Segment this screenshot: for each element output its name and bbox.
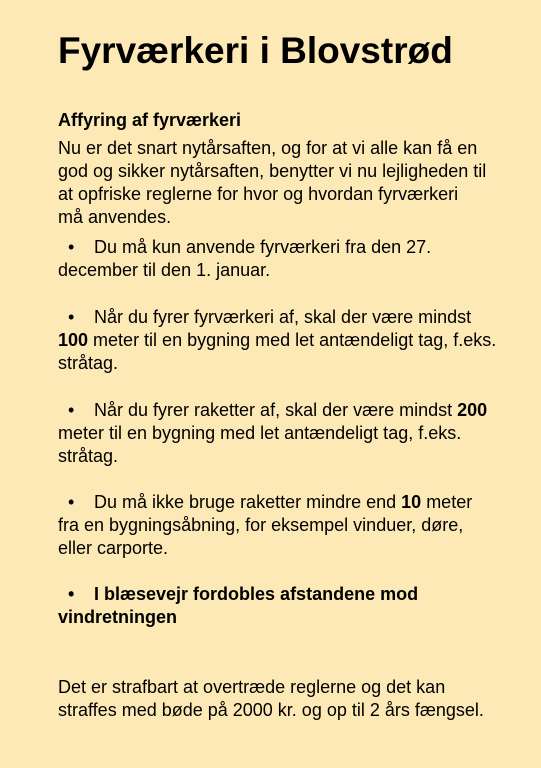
rule-text-after: meter fra en bygningsåbning, for eksempel vinduer, døre, eller carporte.	[58, 492, 473, 558]
rule-text-after: meter til en bygning med let antændeligt tag, f.eks. stråtag.	[58, 423, 462, 466]
rule-text-before: Når du fyrer raketter af, skal der være mindst	[94, 400, 458, 420]
bullet-icon: •	[68, 584, 75, 604]
rule-item-date-range	[58, 236, 498, 282]
bullet-icon: •	[68, 400, 75, 420]
rule-text-after: meter til en bygning med let antændeligt tag, f.eks. stråtag.	[58, 330, 497, 373]
bullet-icon: •	[68, 307, 75, 327]
closing-paragraph: Det er strafbart at overtræde reglerne og det kan straffes med bøde på 2000 kr. og op til 2 års fængsel.	[58, 677, 484, 720]
bullet-icon: •	[68, 492, 75, 512]
page-title: Fyrværkeri i Blovstrød	[58, 30, 453, 71]
section-heading: Affyring af fyrværkeri	[58, 110, 242, 130]
rule-item-rocket-distance	[58, 399, 498, 468]
rule-text-before: Når du fyrer fyrværkeri af, skal der være mindst	[94, 307, 472, 327]
rule-distance-value: 10	[401, 492, 422, 512]
rule-text: I blæsevejr fordobles afstandene mod vindretningen	[58, 584, 419, 627]
intro-paragraph: Nu er det snart nytårsaften, og for at vi alle kan få en god og sikker nytårsaften, benytter vi nu lejligheden til at opfriske reglerne for hvor og hvordan fyrværkeri må anvendes.	[58, 138, 487, 227]
rule-item-opening-distance	[58, 491, 498, 560]
rule-distance-value: 100	[58, 330, 89, 350]
rule-distance-value: 200	[457, 400, 488, 420]
rule-item-wind	[58, 583, 498, 629]
rule-text-before: Du må ikke bruge raketter mindre end	[94, 492, 402, 512]
rule-text: Du må kun anvende fyrværkeri fra den 27. december til den 1. januar.	[58, 237, 432, 280]
rule-item-fireworks-distance	[58, 306, 498, 375]
bullet-icon: •	[68, 237, 75, 257]
